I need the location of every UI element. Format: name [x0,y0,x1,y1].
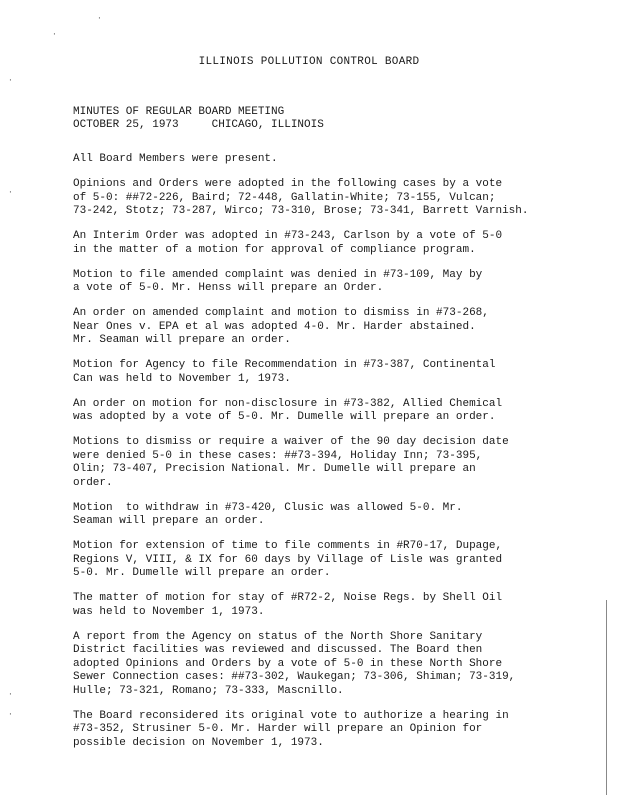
paragraph-line: An order on amended complaint and motion to dismiss in #73-268, [73,307,489,319]
paragraph-line: All Board Members were present. [73,153,278,165]
paragraph-line: Motion to withdraw in #73-420, Clusic was allowed 5-0. Mr. [73,501,463,514]
paragraph-line: of 5-0: ##72-226, Baird; 72-448, Gallatin-White; 73-155, Vulcan; [73,191,496,204]
paragraph-line: A report from the Agency on status of the North Shore Sanitary [73,630,483,643]
scan-speck: · [8,710,13,719]
paragraph-line: a vote of 5-0. Mr. Henss will prepare an Order. [73,282,384,294]
paragraph-line: Sewer Connection cases: ##73-302, Waukegan; 73-306, Shiman; 73-319, [73,671,516,683]
paragraph-line: Mr. Seaman will prepare an order. [73,334,291,346]
paragraph-line: Olin; 73-407, Precision National. Mr. Dumelle will prepare an [73,463,476,475]
paragraph-line: Near Ones v. EPA et al was adopted 4-0. Mr. Harder abstained. [73,320,476,333]
minutes-paragraph [73,307,593,348]
minutes-paragraph [73,269,593,296]
minutes-paragraph [73,398,593,425]
paragraph-line: An order on motion for non-disclosure in #73-382, Allied Chemical [73,397,503,410]
scan-speck: · [97,14,102,23]
paragraph-line: The matter of motion for stay of #R72-2, Noise Regs. by Shell Oil [73,592,503,604]
paragraph-line: was held to November 1, 1973. [73,605,265,618]
paragraph-line: 73-242, Stotz; 73-287, Wirco; 73-310, Brose; 73-341, Barrett Varnish. [73,205,529,217]
paragraph-line: 5-0. Mr. Dumelle will prepare an order. [73,567,331,579]
paragraph-line: was adopted by a vote of 5-0. Mr. Dumelle will prepare an order. [73,411,496,423]
paragraph-line: Seaman will prepare an order. [73,515,265,527]
minutes-paragraph [73,592,593,619]
scan-edge-line [606,600,607,795]
paragraph-line: Motions to dismiss or require a waiver of the 90 day decision date [73,436,509,448]
minutes-paragraph [73,540,593,581]
paragraph-line: possible decision on November 1, 1973. [73,736,324,749]
paragraph-line: Regions V, VIII, & IX for 60 days by Village of Lisle was granted [73,553,503,566]
minutes-paragraph [73,359,593,386]
minutes-heading [73,106,324,132]
minutes-paragraph [73,502,593,529]
paragraph-line: The Board reconsidered its original vote to authorize a hearing in [73,709,509,722]
paragraph-line: order. [73,476,113,489]
minutes-body [73,153,593,762]
minutes-paragraph [73,436,593,490]
paragraph-line: Motion for Agency to file Recommendation in #73-387, Continental [73,359,496,371]
paragraph-line: adopted Opinions and Orders by a vote of 5-0 in these North Shore [73,657,503,670]
minutes-paragraph [73,178,593,219]
minutes-paragraph [73,710,593,751]
minutes-paragraph [73,153,593,167]
paragraph-line: Can was held to November 1, 1973. [73,372,291,385]
paragraph-line: were denied 5-0 in these cases: ##73-394, Holiday Inn; 73-395, [73,449,483,462]
paragraph-line: An Interim Order was adopted in #73-243, Carlson by a vote of 5-0 [73,230,503,242]
document-title: ILLINOIS POLLUTION CONTROL BOARD [198,56,420,68]
paragraph-line: Opinions and Orders were adopted in the following cases by a vote [73,178,503,190]
scan-speck: · [8,76,13,85]
paragraph-line: District facilities was reviewed and discussed. The Board then [73,644,483,656]
heading-line: OCTOBER 25, 1973 CHICAGO, ILLINOIS [73,119,324,131]
scan-speck: · [8,690,13,699]
heading-line: MINUTES OF REGULAR BOARD MEETING [73,106,285,118]
scan-speck: · [8,188,13,197]
paragraph-line: Hulle; 73-321, Romano; 73-333, Mascnillo. [73,684,344,697]
paragraph-line: Motion to file amended complaint was denied in #73-109, May by [73,268,483,281]
paragraph-line: Motion for extension of time to file comments in #R70-17, Dupage, [73,540,503,552]
minutes-paragraph [73,230,593,257]
scan-speck: · [52,30,57,39]
minutes-paragraph [73,631,593,699]
paragraph-line: #73-352, Strusiner 5-0. Mr. Harder will prepare an Opinion for [73,723,483,735]
paragraph-line: in the matter of a motion for approval of compliance program. [73,243,476,256]
